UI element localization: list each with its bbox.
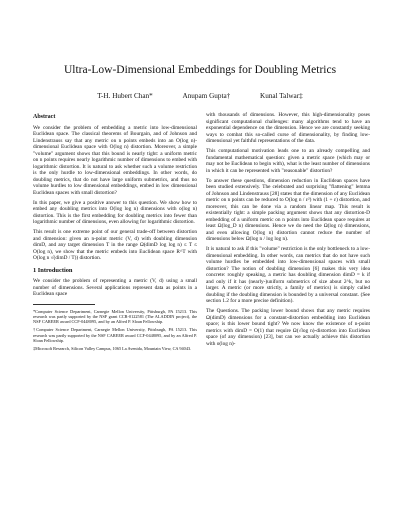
author-1: T-H. Hubert Chan*	[97, 92, 153, 100]
footnote-2: †Computer Science Department, Carnegie Mellon University, Pittsburgh, PA 15213. This research was partly supported by the NSF CAREER award CCF-0448095, and by an Alfred P. Sloan Fellowship.	[33, 327, 197, 343]
intro-paragraph: We consider the problem of representing a metric (V, d) using a small number of dimensions. Several applications represent data as points in a Euclidean space	[33, 278, 197, 297]
author-2: Anupam Gupta†	[182, 92, 231, 100]
body-paragraph-3: To answer these questions, dimension reduction in Euclidean spaces have been studied extensively. The celebrated and surprising "flattening" lemma of Johnson and Lindenstrauss [28] states that the dimension of any Euclidean metric on n points can be reduced to O(log n / ε²) with (1 + ε) distortion, and moreover, this can be done via a random linear map. This result is existentially tight: a simple packing argument shows that any distortion-D embedding of a uniform metric on n points into Euclidean space requires at least Ω(log_D n) dimensions. Hence we do need the Ω(log n) dimensions, and even allowing O(log n) distortion cannot reduce the number of dimensions below Ω(log n / log log n).	[206, 177, 370, 242]
author-3: Kunal Talwar‡	[260, 92, 303, 100]
footnote-1: *Computer Science Department, Carnegie Mellon University, Pittsburgh, PA 15213. This research was partly supported by the NSF grant CCR-0122581 (The ALADDIN project), the NSF CAREER award CCF-0448095, and by an Alfred P. Sloan Fellowship.	[33, 308, 197, 325]
abstract-paragraph-1: We consider the problem of embedding a metric into low-dimensional Euclidean space. The classical theorems of Bourgain, and of Johnson and Lindenstrauss say that any metric on n points embeds into an O(log n)-dimensional Euclidean space with O(log n) distortion. Moreover, a simple "volume" argument shows that this bound is nearly tight: a uniform metric on n points requires nearly logarithmic number of dimensions to embed with logarithmic distortion. It is natural to ask whether such a volume restriction is the only hurdle to low-dimensional embeddings. In other words, do doubling metrics, that do not have large uniform submetrics, and thus no volume hurdles to low dimensional embeddings, embed in low dimensional Euclidean spaces with small distortion?	[33, 124, 197, 196]
abstract-heading: Abstract	[33, 114, 56, 120]
section-heading: 1 Introduction	[33, 266, 73, 274]
body-paragraph-2: This computational motivation leads one to an already compelling and fundamental mathematical question: given a metric space (which may or may not be Euclidean to begin with), what is the least number of dimensions in which it can be represented with "reasonable" distortion?	[206, 148, 370, 174]
author-list	[0, 92, 400, 100]
body-paragraph-1: with thousands of dimensions. However, this high-dimensionality poses significant computational challenges: many algorithms tend to have an exponential dependence on the dimension. Hence we are constantly seeking ways to combat this so-called curse of dimensionality, by finding low-dimensional yet faithful representations of the data.	[206, 112, 370, 144]
body-paragraph-5: The Questions. The packing lower bound shows that any metric requires Ω(dimD) dimensions for a constant-distortion embedding into Euclidean space; is this lower bound tight? We now know the existence of n-point metrics with dimD = O(1) that require Ω(√log n)-distortion into Euclidean space (of any dimension) [23], but can we actually achieve this distortion with o(log n)-	[206, 308, 370, 347]
right-column	[206, 112, 370, 351]
footnote-3: ‡Microsoft Research, Silicon Valley Campus, 1065 La Avenida, Mountain View, CA 94043.	[33, 346, 192, 352]
body-paragraph-4: It is natural to ask if this "volume" restriction is the only bottleneck to a low-dimensional embedding. In other words, can metrics that do not have such volume hurdles be embedded into low-dimensional spaces with small distortion? The notion of doubling dimension [6] makes this very idea concrete: roughly speaking, a metric has doubling dimension dimD = k if and only if it has (nearly-)uniform submetrics of size about 2^k, but no larger. A metric (or more strictly, a family of metrics) is simply called doubling if the doubling dimension is bounded by a universal constant. (See section 1.2 for a more precise definition).	[206, 246, 370, 304]
abstract-paragraph-2: In this paper, we give a positive answer to this question. We show how to embed any doubling metrics into O(log log n) dimensions with o(log n) distortion. This is the first embedding for doubling metrics into fewer than logarithmic number of dimensions, even allowing for logarithmic distortion.	[33, 199, 197, 225]
abstract-paragraph-3: This result is one extreme point of our general trade-off between distortion and dimension: given an n-point metric (V, d) with doubling dimension dimD, and any target dimension T in the range Ω(dimD log log n) ≤ T ≤ O(log n), we show that the metric embeds into Euclidean space R^T with O(log n √(dimD / T)) distortion.	[33, 229, 197, 261]
footnote-rule	[33, 304, 95, 305]
left-column	[33, 112, 197, 355]
paper-title: Ultra-Low-Dimensional Embeddings for Doubling Metrics	[63, 64, 337, 76]
